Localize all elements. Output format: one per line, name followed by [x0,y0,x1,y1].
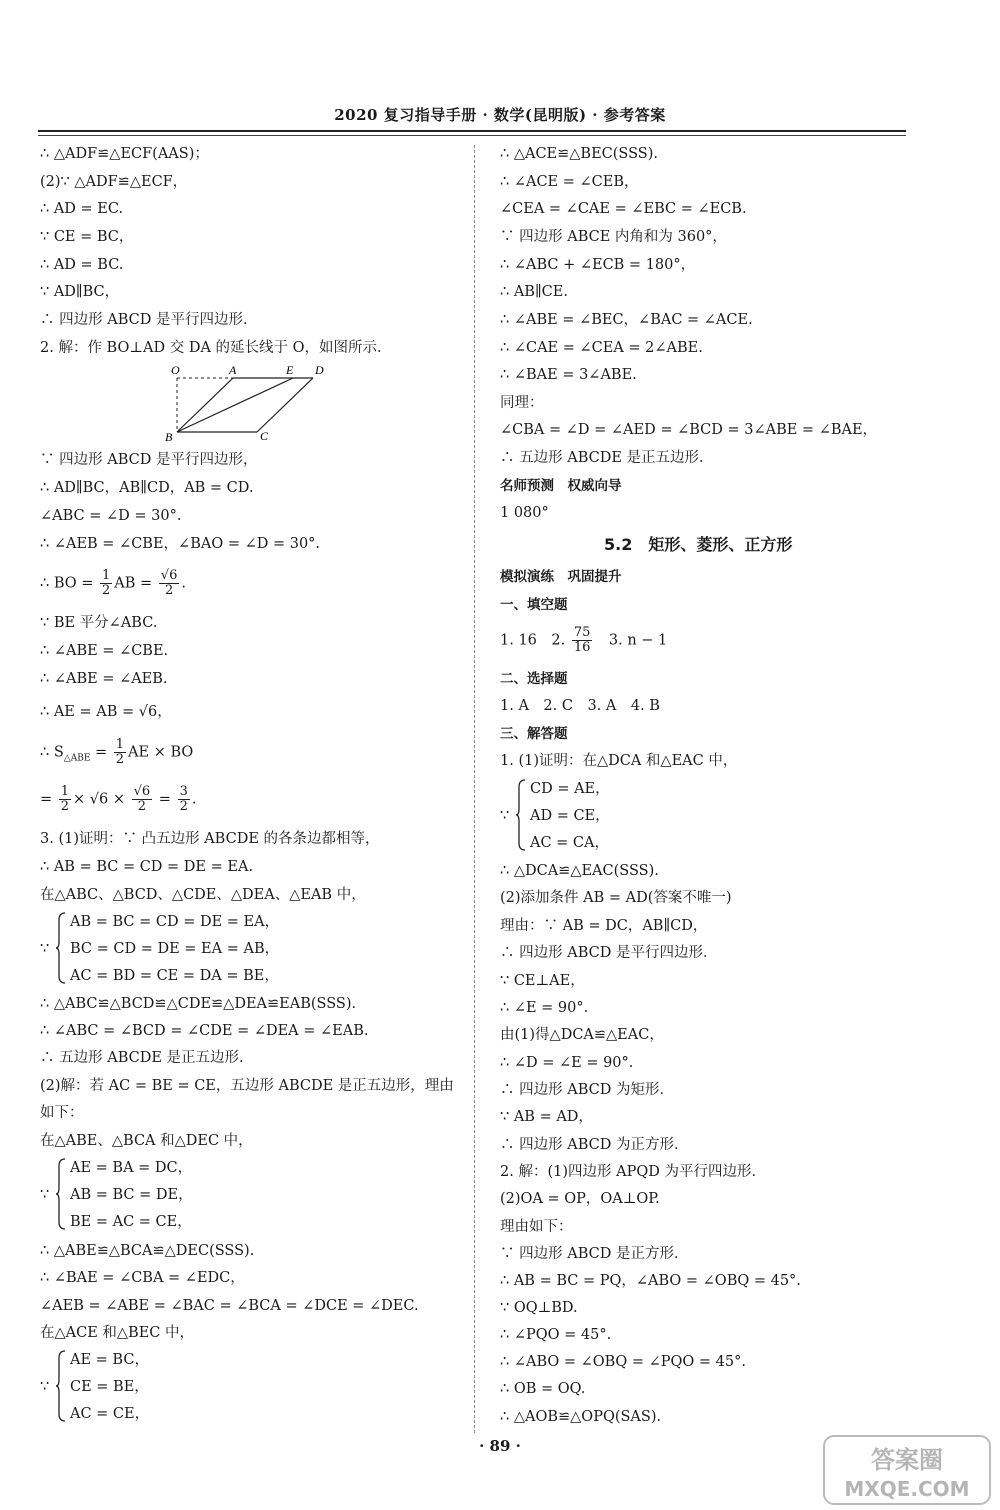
line: 理由如下： [500,1219,573,1235]
equation-area [40,738,193,767]
brace-line: AB = BC = CD = DE = EA， [70,914,280,930]
line: ∴ ∠ABC = ∠BCD = ∠CDE = ∠DEA = ∠EAB. [40,1023,369,1039]
page-number: · 89 · [479,1437,521,1455]
line: ∠CBA = ∠D = ∠AED = ∠BCD = 3∠ABE = ∠BAE， [500,422,878,438]
fraction [114,738,126,767]
segment-be [177,378,293,432]
line: ∴ ∠ABE = ∠BEC，∠BAC = ∠ACE. [500,312,753,328]
fraction [100,569,112,598]
fraction [59,785,71,814]
fraction [572,626,593,655]
eq-text: ∴ BO = [40,575,99,592]
label-c: C [260,429,269,443]
brace-line: CE = BE， [70,1379,149,1395]
line: ∴ ∠D = ∠E = 90°. [500,1055,634,1071]
eq-text: AE × BO [128,744,194,761]
brace-line: AD = CE， [530,808,610,824]
denominator: 2 [164,583,174,598]
equation-result [40,785,196,814]
line: ∵ BE 平分∠ABC. [40,615,158,631]
brace-icon [56,1158,66,1230]
denominator: 16 [573,640,591,655]
numerator: 75 [573,625,591,640]
fraction [132,785,153,814]
answer-text: 1. 16 2. [500,632,570,649]
brace-because: ∵ [500,808,510,824]
line: 同理： [500,395,544,411]
line: ∵ 四边形 ABCE 内角和为 360°， [500,229,727,245]
line: ∴ ∠PQO = 45°. [500,1327,612,1343]
line: ∴ ∠ABE = ∠CBE. [40,643,169,659]
answer-text: 3. n − 1 [594,632,668,649]
label-b: B [165,430,173,444]
line: ∴ ∠AEB = ∠CBE，∠BAO = ∠D = 30°. [40,536,321,552]
line: ∵ CE⊥AE， [500,973,585,989]
eq-text: = [40,791,57,808]
line: ∠ABC = ∠D = 30°. [40,508,182,524]
eq-text: = [154,791,176,808]
numerator: √6 [133,784,151,799]
line: ∴ ∠ACE = ∠CEB， [500,174,639,190]
section-heading: 名师预测 权威向导 [500,478,622,494]
segment-cd [257,378,313,432]
numerator: 1 [115,737,125,752]
brace-because: ∵ [40,1187,50,1203]
watermark-url: MXQE.COM [844,1477,970,1501]
line: ∴ △AOB≌△OPQ(SAS). [500,1409,662,1425]
line: 2. 解：作 BO⊥AD 交 DA 的延长线于 O，如图所示． [40,340,392,356]
fraction [159,569,180,598]
line: ∴ AB = BC = CD = DE = EA. [40,859,254,875]
numerator: 1 [102,568,111,583]
numerator: 1 [60,784,70,799]
header-rule-thin [38,135,906,136]
denominator: 2 [60,799,70,814]
line: ∵ 四边形 ABCD 是正方形． [500,1246,689,1262]
line: ∵ AD∥BC， [40,284,120,300]
line: ∴ ∠BAE = 3∠ABE. [500,367,637,383]
segment-ab [177,378,233,432]
line: 在△ABC、△BCD、△CDE、△DEA、△EAB 中， [40,887,366,903]
line: ∴ 四边形 ABCD 为正方形． [500,1137,689,1153]
line: ∴ AB = BC = PQ，∠ABO = ∠OBQ = 45°. [500,1273,801,1289]
brace-line: BE = AC = CE， [70,1214,192,1230]
watermark-logo [822,1434,992,1506]
line: ∴ △ADF≌△ECF(AAS)； [40,146,209,162]
line: ∴ AD = BC. [40,257,124,273]
label-d: D [315,363,324,377]
brace-because: ∵ [40,941,50,957]
line: ∵ AB = AD， [500,1109,593,1125]
subscript: △ABE [63,753,91,764]
brace-line: AE = BA = DC， [70,1160,193,1176]
line: ∴ 五边形 ABCDE 是正五边形. [40,1050,244,1066]
line: 理由：∵ AB = DC，AB∥CD， [500,918,708,934]
column-divider [474,145,475,1433]
parallelogram-figure [125,362,345,448]
denominator: 2 [179,799,188,814]
fill-answers [500,626,667,655]
section-heading: 二、选择题 [500,671,568,687]
line: ∴ ∠E = 90°. [500,1000,589,1016]
line: ∵ CE = BC， [40,229,134,245]
section-heading: 一、填空题 [500,597,568,613]
line: ∴ ∠ABE = ∠AEB. [40,671,168,687]
section-heading: 模拟演练 巩固提升 [500,569,622,585]
line: ∴ AB∥CE. [500,284,568,300]
line: 1. A 2. C 3. A 4. B [500,698,660,714]
line: 1. (1)证明：在△DCA 和△EAC 中， [500,753,738,769]
brace-icon [516,779,526,851]
equation-bo [40,569,186,598]
denominator: 2 [102,583,111,598]
line: ∴ ∠ABC + ∠ECB = 180°， [500,257,696,273]
figure-svg [125,362,345,444]
line: (2)OA = OP，OA⊥OP. [500,1191,660,1207]
line: ∴ ∠CAE = ∠CEA = 2∠ABE. [500,340,703,356]
page-header: 2020 复习指导手册 · 数学(昆明版) · 参考答案 [334,106,666,124]
fraction [178,785,190,814]
line: ∴ 四边形 ABCD 是平行四边形． [40,312,258,328]
line: ∴ △ACE≌△BEC(SSS). [500,146,658,162]
line: 如下： [40,1105,84,1121]
header-rule [38,130,906,132]
watermark-text: 答案圈 [871,1446,943,1474]
brace-line: AE = BC， [70,1352,149,1368]
label-o: O [171,363,180,377]
line: 由(1)得△DCA≌△EAC， [500,1027,664,1043]
line: ∴ OB = OQ. [500,1381,586,1397]
brace-line: BC = CD = DE = EA = AB， [70,941,280,957]
line: (2)∵ △ADF≌△ECF， [40,174,188,190]
brace-line: CD = AE， [530,781,610,797]
line: ∴ AD = EC. [40,201,124,217]
brace-icon [56,912,66,984]
brace-line: AB = BC = DE， [70,1187,193,1203]
eq-text: × √6 × [73,791,130,808]
eq-text: = [90,744,112,761]
eq-text: . [191,791,197,808]
line: (2)解：若 AC = BE = CE，五边形 ABCDE 是正五边形，理由 [40,1078,454,1094]
brace-line: AC = BD = CE = DA = BE， [70,968,279,984]
eq-text: AB = [114,575,157,592]
line: ∴ ∠BAE = ∠CBA = ∠EDC， [40,1270,245,1286]
eq-text: ∴ S [40,744,64,761]
line: ∴ 四边形 ABCD 为矩形． [500,1082,674,1098]
line: 在△ACE 和△BEC 中， [40,1325,195,1341]
line: ∴ 五边形 ABCDE 是正五边形． [500,450,714,466]
line: (2)添加条件 AB = AD(答案不唯一) [500,890,732,906]
line: ∵ OQ⊥BD. [500,1300,578,1316]
line: ∴ △ABE≌△BCA≌△DEC(SSS). [40,1243,255,1259]
line: 2. 解：(1)四边形 APQD 为平行四边形． [500,1164,766,1180]
numerator: 3 [179,784,188,799]
line: 3. (1)证明：∵ 凸五边形 ABCDE 的各条边都相等， [40,831,380,847]
line: ∴ AE = AB = √6， [40,704,172,720]
line: 在△ABE、△BCA 和△DEC 中， [40,1133,253,1149]
line: ∴ △ABC≌△BCD≌△CDE≌△DEA≌EAB(SSS). [40,996,357,1012]
line: ∴ AD∥BC，AB∥CD，AB = CD. [40,480,254,496]
section-heading: 三、解答题 [500,726,568,742]
label-a: A [229,363,237,377]
eq-text: . [181,575,186,592]
line: ∴ ∠ABO = ∠OBQ = ∠PQO = 45°. [500,1354,746,1370]
line: 1 080° [500,505,549,521]
denominator: 2 [115,752,125,767]
line: ∵ 四边形 ABCD 是平行四边形， [40,452,258,468]
line: ∴ △DCA≌△EAC(SSS). [500,863,659,879]
brace-line: AC = CE， [70,1406,150,1422]
line: ∠AEB = ∠ABE = ∠BAC = ∠BCA = ∠DCE = ∠DEC. [40,1298,419,1314]
brace-because: ∵ [40,1379,50,1395]
brace-line: AC = CA， [530,835,609,851]
brace-icon [56,1350,66,1422]
line: ∴ 四边形 ABCD 是平行四边形． [500,945,718,961]
denominator: 2 [137,799,147,814]
line: ∠CEA = ∠CAE = ∠EBC = ∠ECB. [500,201,747,217]
numerator: √6 [160,568,178,583]
section-title: 5.2 矩形、菱形、正方形 [604,535,793,554]
label-e: E [286,363,294,377]
